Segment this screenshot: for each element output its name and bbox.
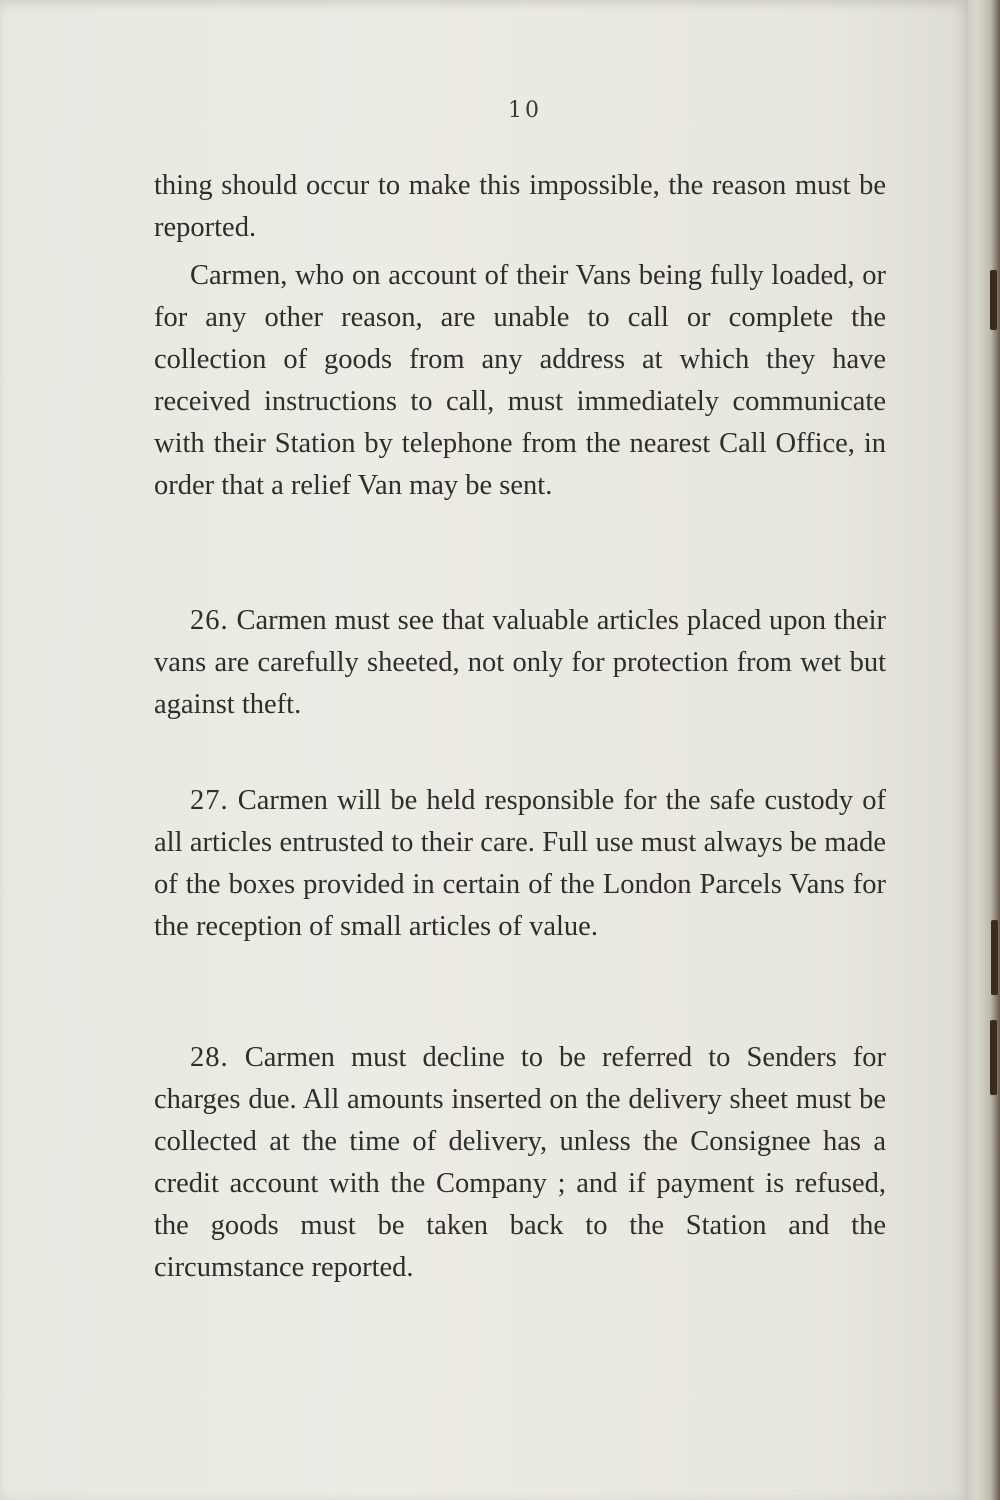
rule-26-number: 26. — [190, 605, 229, 636]
rule-27-number: 27. — [190, 785, 229, 816]
rule-28-number: 28. — [190, 1042, 229, 1073]
paragraph-continuation: thing should occur to make this impossible, the reason must be reported. — [154, 170, 886, 243]
rule-28-text: Carmen must decline to be referred to Senders for charges due. All amounts inserted on the delivery sheet must be collected at the time of delivery, unless the Consignee has a credit account with the Company ; and if payment is refused, the goods must be taken back to the Station and the circumstance reported. — [154, 1042, 887, 1283]
book-page-edge — [968, 0, 1000, 1500]
rule-26-text: Carmen must see that valuable articles placed upon their vans are carefully sheeted, not only for protection from wet but against theft. — [154, 605, 887, 720]
page-number: 10 — [508, 98, 542, 123]
rule-26-block — [154, 600, 886, 726]
binding-mark — [990, 1020, 997, 1095]
rule-27-block — [154, 780, 886, 948]
intro-text-block — [154, 165, 886, 507]
binding-mark — [990, 270, 997, 330]
rule-27-text: Carmen will be held responsible for the safe custody of all articles entrusted to their care. Full use must always be made of the boxes provided in certain of the London Parcels Vans for the reception of small articles of value. — [154, 785, 886, 942]
paragraph-carmen-vans: Carmen, who on account of their Vans being fully loaded, or for any other reason, are unable to call or complete the collection of goods from any address at which they have received instructions to call, must immediately communicate with their Station by telephone from the nearest Call Office, in order that a relief Van may be sent. — [154, 260, 886, 501]
rule-26-paragraph — [154, 600, 886, 726]
binding-mark — [991, 920, 998, 995]
rule-28-block — [154, 1037, 886, 1289]
rule-27-paragraph — [154, 780, 886, 948]
rule-28-paragraph — [154, 1037, 886, 1289]
